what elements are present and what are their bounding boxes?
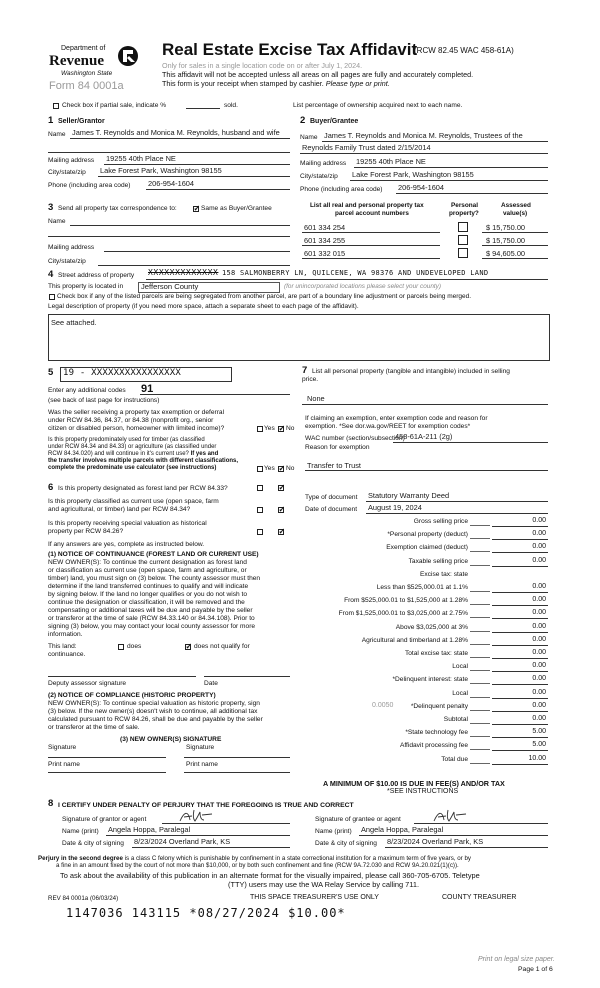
tax-row-label: *Delinquent penalty (410, 703, 468, 710)
if-yes-note: If any answers are yes, complete as instructed below. (48, 541, 205, 548)
certify-statement: I CERTIFY UNDER PENALTY OF PERJURY THAT THE FOREGOING IS TRUE AND CORRECT (58, 802, 354, 809)
tax-row-label: Local (452, 663, 468, 670)
perjury-line2: a fine in an amount fixed by the court of not more than $10,000, or by both such confinement and fine (RCW 9A.72.030 and RCW 9A.20.021(1)(c)). (56, 862, 459, 869)
owner-print-field-2[interactable] (184, 772, 290, 773)
parcels-header-list1: List all real and personal property tax (310, 202, 424, 209)
wac-number-field[interactable] (393, 442, 548, 443)
notice1-title: (1) NOTICE OF CONTINUANCE (FOREST LAND OR CURRENT USE) (48, 551, 259, 558)
personal-property-field[interactable] (302, 404, 548, 405)
land-does-not-checkbox[interactable] (185, 644, 191, 650)
personal-property-label-line: List all personal property (tangible and intangible) included in selling (312, 368, 510, 375)
tax-row-leader (470, 631, 490, 632)
seller-city-label: City/state/zip (48, 169, 86, 176)
tax-row-label: From $1,525,000.01 to $3,025,000 at 2.75% (338, 610, 468, 617)
notice2-line: or transferor at the time of sale. (48, 724, 140, 731)
assessed-value: $ 15,750.00 (486, 223, 526, 232)
deputy-signature-field[interactable] (48, 676, 196, 677)
assessed-value-field[interactable] (482, 232, 548, 233)
tax-row-value: 0.00 (532, 517, 546, 524)
tax-row-field[interactable] (492, 671, 548, 672)
doc-type-label: Type of document (305, 494, 358, 501)
exemption-question-line: Was the seller receiving a property tax exemption or deferral (48, 409, 225, 416)
tax-row-label: Affidavit processing fee (399, 742, 468, 749)
section8-number: 8 (48, 798, 54, 809)
property-section-number: 4 (48, 269, 54, 280)
seller-phone-field[interactable] (146, 189, 290, 190)
tax-row-leader (470, 723, 490, 724)
grantor-signature-label: Signature of grantor or agent (62, 816, 147, 823)
seller-name-line2[interactable] (48, 152, 290, 153)
additional-codes-field[interactable] (140, 394, 290, 395)
parcels-header-assessed2: value(s) (503, 210, 528, 217)
notice1-line: NEW OWNER(S): To continue the current designation as forest land (48, 559, 247, 566)
buyer-city-value: Lake Forest Park, Washington 98155 (352, 170, 474, 179)
seller-city-value: Lake Forest Park, Washington 98155 (100, 166, 222, 175)
buyer-mailing-label: Mailing address (300, 160, 347, 167)
form-rcw: (RCW 82.45 WAC 458-61A) (414, 46, 514, 55)
header-note-line3-text: This form is your receipt when stamped by cashier. (162, 79, 324, 88)
parcels-header-assessed1: Assessed (501, 202, 531, 209)
county-select-value: Jefferson County (141, 282, 199, 291)
partial-sale-percent-field[interactable] (186, 108, 220, 109)
exemption-claim-label-line: exemption. *See dor.wa.gov/REET for exemption codes* (305, 423, 471, 430)
dept-line3: Washington State (61, 70, 113, 77)
seller-section-number: 1 (48, 115, 54, 126)
grantee-date-label: Date & city of signing (315, 840, 377, 847)
doc-type-value: Statutory Warranty Deed (368, 491, 450, 500)
buyer-city-label: City/state/zip (300, 173, 338, 180)
county-note: (for unincorporated locations please select your county) (284, 283, 442, 290)
tax-row-leader (470, 710, 490, 711)
tax-row-field[interactable] (492, 737, 548, 738)
notice1-line: compensating or additional taxes will be due and payable by the seller (48, 607, 253, 614)
doc-date-field[interactable] (366, 513, 548, 514)
tax-row-value: 0.00 (532, 715, 546, 722)
this-land-label: This land: (48, 643, 77, 650)
availability-line2: (TTY) users may use the WA Relay Service by calling 711. (228, 880, 419, 889)
seller-mailing-field[interactable] (104, 164, 290, 165)
buyer-city-field[interactable] (350, 180, 548, 181)
grantee-signature-label: Signature of grantee or agent (315, 816, 401, 823)
tax-row-field[interactable] (492, 724, 548, 725)
seller-name-value: James T. Reynolds and Monica M. Reynolds, husband and wife (72, 128, 280, 137)
timber-question-line: under RCW 84.34 and 84.33) or agriculture (as classified under (48, 444, 217, 450)
timber-no-checkbox[interactable] (278, 466, 284, 472)
tax-row-label: Taxable selling price (408, 558, 468, 565)
tax-row-value: 0.00 (532, 662, 546, 669)
partial-sale-checkbox[interactable] (53, 103, 59, 109)
parcels-header-personal1: Personal (451, 202, 478, 209)
wac-number-value: 458-61A-211 (2g) (395, 432, 453, 441)
tax-row-label: *Personal property (deduct) (387, 531, 468, 538)
tax-row-value: 0.00 (532, 675, 546, 682)
form-title: Real Estate Excise Tax Affidavit (162, 40, 418, 59)
tax-row-leader (470, 617, 490, 618)
minimum-notice: A MINIMUM OF $10.00 IS DUE IN FEE(S) AND/OR TAX (323, 779, 505, 788)
tax-row-field[interactable] (492, 566, 548, 567)
notice3-title: (3) NEW OWNER(S) SIGNATURE (120, 736, 222, 743)
tax-row-label: *State technology fee (405, 729, 468, 736)
tax-row-leader (470, 670, 490, 671)
treasurer-use: THIS SPACE TREASURER'S USE ONLY (250, 894, 379, 901)
seller-phone-label: Phone (including area code) (48, 182, 131, 189)
buyer-section-number: 2 (300, 115, 306, 126)
owner-print-label-1: Print name (48, 761, 80, 768)
cashier-receipt: 1147036 143115 *08/27/2024 $10.00* (66, 906, 346, 920)
forest-question: Is this property designated as forest land per RCW 84.33? (58, 485, 228, 492)
tax-row-value: 0.00 (532, 702, 546, 709)
owner-signature-label-1: Signature (48, 744, 77, 751)
legal-description-field[interactable] (48, 314, 550, 361)
segregated-parcel-label: Check box if any of the listed parcels are being segregated from another parcel, are part of a boundary line adjustment or parcels being merged. (57, 293, 472, 300)
header-note-line3 (162, 80, 390, 88)
historic-yes-checkbox[interactable] (257, 529, 263, 535)
tax-row-value: 0.00 (532, 583, 546, 590)
correspondence-section-number: 3 (48, 202, 54, 213)
tax-row-field[interactable] (492, 552, 548, 553)
ownership-percent-note: List percentage of ownership acquired next to each name. (293, 102, 463, 109)
header-note-line2: This affidavit will not be accepted unless all areas on all pages are fully and accurately completed. (162, 70, 474, 79)
notice1-line: continue the designation or classification, it will be removed and the (48, 599, 245, 606)
street-address-field[interactable] (146, 279, 548, 280)
reason-label: Reason for exemption (305, 444, 370, 451)
tax-row-value: 5.00 (532, 741, 546, 748)
tax-row-leader (470, 657, 490, 658)
assessed-value: $ 15,750.00 (486, 236, 526, 245)
historic-no-checkbox[interactable] (278, 529, 284, 535)
personal-property-label-line: price. (302, 376, 319, 383)
tax-row-label: Excise tax: state (419, 571, 468, 578)
tax-row-leader (470, 525, 490, 526)
tax-row-field[interactable] (492, 592, 548, 593)
correspondence-name-line2[interactable] (48, 236, 290, 237)
dept-line1: Department of (61, 45, 106, 52)
seller-city-field[interactable] (98, 176, 290, 177)
timber-yes-label: Yes (264, 465, 275, 472)
exemption-question-line: under RCW 84.36, 84.37, or 84.38 (nonprofit org., senior (48, 417, 214, 424)
buyer-phone-value: 206-954-1604 (398, 183, 445, 192)
section6-number: 6 (48, 482, 54, 493)
tax-row-field[interactable] (492, 618, 548, 619)
tax-row-value: 0.00 (532, 557, 546, 564)
timber-question-line: Is this property predominately used for timber (as classified (48, 437, 205, 443)
buyer-name-line2[interactable] (300, 153, 548, 154)
legal-size-note: Print on legal size paper. (478, 956, 555, 963)
perjury-rest: is a class C felony which is punishable by confinement in a state correctional institution for a maximum term of five years, or by (124, 855, 471, 862)
notice1-line: information. (48, 631, 83, 638)
tax-row-leader (470, 763, 490, 764)
notice1-line: or transferor at the time of sale (RCW 84.33.140 or 84.34.108). Prior to (48, 615, 255, 622)
tax-row-field[interactable] (492, 539, 548, 540)
partial-sale-sold: sold. (224, 102, 238, 109)
timber-question-line: complete the predominate use calculator (see instructions) (48, 465, 217, 471)
buyer-name-value2: Reynolds Family Trust dated 2/15/2014 (302, 143, 431, 152)
notice2-line: calculated pursuant to RCW 84.26, shall be due and payable by the seller (48, 716, 263, 723)
tax-row-leader (470, 591, 490, 592)
notice1-line: timber) land, you must sign on (3) below. The county assessor must then (48, 575, 261, 582)
correspondence-mailing-label: Mailing address (48, 244, 95, 251)
tax-row-leader (470, 551, 490, 552)
buyer-name-label: Name (300, 134, 318, 141)
tax-row-label: Gross selling price (413, 518, 468, 525)
notice1-line: signing (3) below, you may contact your local county assessor for more (48, 623, 256, 630)
grantee-date-value: 8/23/2024 Overland Park, KS (387, 837, 484, 846)
exemption-no-label: No (286, 425, 295, 432)
correspondence-name-field[interactable] (70, 225, 290, 226)
assessed-value-field[interactable] (482, 258, 548, 259)
tax-row-field[interactable] (492, 605, 548, 606)
exemption-claim-label-line: If claiming an exemption, enter exemption code and reason for (305, 415, 488, 422)
grantor-date-field[interactable] (132, 847, 290, 848)
additional-codes-value: 91 (141, 383, 154, 395)
grantee-signature-image (432, 808, 472, 824)
correspondence-city-field[interactable] (98, 265, 290, 266)
parcels-header-list2: parcel account numbers (335, 210, 409, 217)
tax-row-value: 0.00 (532, 649, 546, 656)
tax-row-label: Agricultural and timberland at 1.28% (361, 637, 468, 644)
tax-row-leader (470, 749, 490, 750)
legal-description-label: Legal description of property (if you need more space, attach a separate sheet to each page of the affidavit). (48, 303, 359, 310)
street-address-value: 158 SALMONBERRY LN, QUILCENE, WA 98376 AND UNDEVELOPED LAND (222, 269, 489, 277)
owner-print-label-2: Print name (186, 761, 218, 768)
assessed-value: $ 94,605.00 (486, 249, 526, 258)
land-does-not-label: does not qualify for (194, 643, 250, 650)
exemption-yes-label: Yes (264, 425, 275, 432)
current-use-question-line: Is this property classified as current use (open space, farm (48, 498, 219, 505)
buyer-name-value1: James T. Reynolds and Monica M. Reynolds, Trustees of the (324, 131, 523, 140)
buyer-phone-label: Phone (including area code) (300, 186, 383, 193)
legal-description-value: See attached. (51, 318, 97, 327)
reason-value: Transfer to Trust (307, 461, 361, 470)
tax-row-value: 10.00 (528, 755, 546, 762)
dept-line2: Revenue (49, 53, 104, 69)
personal-property-checkbox[interactable] (458, 235, 468, 245)
doc-date-label: Date of document (305, 506, 358, 513)
tax-row-label: From $525,000.01 to $1,525,000 at 1.28% (344, 597, 468, 604)
tax-row-label: Local (452, 690, 468, 697)
tax-row-value: 0.00 (532, 609, 546, 616)
timber-no-label: No (286, 465, 295, 472)
personal-property-value: None (307, 394, 325, 403)
parcel-number: 601 334 254 (304, 223, 346, 232)
personal-property-checkbox[interactable] (458, 248, 468, 258)
current-use-yes-checkbox[interactable] (257, 507, 263, 513)
tax-row-value: 0.00 (532, 596, 546, 603)
personal-property-checkbox[interactable] (458, 222, 468, 232)
tax-row-leader (470, 604, 490, 605)
seller-heading: Seller/Grantor (58, 118, 105, 125)
tax-row-leader (470, 565, 490, 566)
tax-row-leader (470, 538, 490, 539)
tax-row-value: 0.00 (532, 623, 546, 630)
tax-row-label: Subtotal (443, 716, 468, 723)
section7-number: 7 (302, 365, 308, 376)
property-location-label: This property is located in (48, 283, 124, 290)
owner-signature-field-1[interactable] (48, 757, 166, 758)
exemption-no-checkbox[interactable] (278, 426, 284, 432)
header-note-grey: Only for sales in a single location code on or after July 1, 2024. (162, 61, 363, 70)
grantor-date-value: 8/23/2024 Overland Park, KS (134, 837, 231, 846)
back-note: (see back of last page for instructions) (48, 397, 160, 404)
tax-row-field[interactable] (492, 684, 548, 685)
grantor-name-field[interactable] (106, 835, 290, 836)
partial-sale-label: Check box if partial sale, indicate % (62, 102, 167, 109)
tax-row-value: 5.00 (532, 728, 546, 735)
perjury-bold: Perjury in the second degree (38, 855, 123, 862)
tax-row-value: 0.00 (532, 530, 546, 537)
seller-phone-value: 206-954-1604 (148, 179, 195, 188)
seller-name-field[interactable] (70, 138, 290, 139)
wac-number-label: WAC number (section/subsection) (305, 435, 405, 442)
tax-row-leader (470, 683, 490, 684)
tax-row-field[interactable] (492, 645, 548, 646)
buyer-mailing-value: 19255 40th Place NE (356, 157, 426, 166)
tax-row-label: Total excise tax: state (404, 650, 468, 657)
historic-question-line: Is this property receiving special valuation as historical (48, 520, 207, 527)
local-rate-value: 0.0050 (372, 702, 394, 709)
buyer-heading: Buyer/Grantee (310, 118, 359, 125)
forest-yes-checkbox[interactable] (257, 485, 263, 491)
grantor-signature-image (178, 808, 218, 824)
street-address-label: Street address of property (58, 272, 135, 279)
notice2-title: (2) NOTICE OF COMPLIANCE (HISTORIC PROPERTY) (48, 692, 216, 699)
correspondence-city-label: City/state/zip (48, 258, 86, 265)
tax-row-label: Exemption claimed (deduct) (386, 544, 468, 551)
availability-line1: To ask about the availability of this publication in an alternate format for the visually impaired, please call 360-705-6705. Teletype (60, 871, 480, 880)
parcel-number-field[interactable] (302, 245, 440, 246)
notice1-line: by signing below. If the land no longer qualifies or you do not wish to (48, 591, 248, 598)
grantor-name-value: Angela Hoppa, Paralegal (108, 825, 191, 834)
same-as-buyer-checkbox[interactable] (193, 206, 199, 212)
land-does-checkbox[interactable] (118, 644, 124, 650)
notice1-line: determine if the land transferred continues to qualify and will indicate (48, 583, 249, 590)
deputy-date-label: Date (204, 680, 218, 687)
tax-row-value: 0.00 (532, 543, 546, 550)
assessed-value-field[interactable] (482, 245, 548, 246)
grantor-date-label: Date & city of signing (62, 840, 124, 847)
county-treasurer: COUNTY TREASURER (442, 894, 517, 901)
land-does-label: does (127, 643, 142, 650)
tax-row-leader (470, 736, 490, 737)
tax-row-field[interactable] (492, 698, 548, 699)
grantee-name-field[interactable] (359, 835, 548, 836)
tax-row-field[interactable] (492, 632, 548, 633)
tax-row-field[interactable] (492, 526, 548, 527)
parcels-header-personal2: property? (449, 210, 479, 217)
reason-field[interactable] (305, 470, 548, 471)
grantee-name-value: Angela Hoppa, Paralegal (361, 825, 444, 834)
page-number: Page 1 of 6 (518, 966, 553, 973)
owner-signature-label-2: Signature (186, 744, 215, 751)
form-number: Form 84 0001a (49, 80, 124, 92)
tax-row-label: Total due (441, 756, 468, 763)
exemption-question-line: citizen or disabled person, homeowner with limited income)? (48, 425, 225, 432)
same-as-buyer-label: Same as Buyer/Grantee (201, 205, 272, 212)
tax-row-field[interactable] (492, 711, 548, 712)
seller-name-label: Name (48, 131, 66, 138)
notice2-line: NEW OWNER(S): To continue special valuation as historic property, sign (48, 700, 260, 707)
seller-mailing-label: Mailing address (48, 157, 95, 164)
buyer-name-field[interactable] (322, 141, 548, 142)
section5-code-value: 19 - XXXXXXXXXXXXXXXX (63, 368, 181, 378)
tax-row-field[interactable] (492, 764, 548, 765)
tax-row-label: *Delinquent interest: state (392, 676, 468, 683)
tax-row-label: Above $3,025,000 at 3% (395, 624, 468, 631)
owner-signature-field-2[interactable] (184, 757, 290, 758)
header-note-line3-italic: Please type or print. (325, 79, 390, 88)
owner-print-field-1[interactable] (48, 772, 166, 773)
notice2-line: (3) below. If the new owner(s) doesn't wish to continue, all additional tax (48, 708, 258, 715)
tax-row-leader (470, 697, 490, 698)
parcel-number: 601 334 255 (304, 236, 346, 245)
grantee-date-field[interactable] (385, 847, 548, 848)
current-use-question-line: and agricultural, or timber) land per RCW 84.34? (48, 506, 191, 513)
rev-code: REV 84 0001a (06/03/24) (48, 895, 119, 902)
dor-logo (45, 44, 155, 96)
continuance-label: continuance. (48, 651, 86, 658)
timber-question-line: the transfer involves multiple parcels with different classifications, (48, 458, 239, 464)
historic-question-line: property per RCW 84.26? (48, 528, 124, 535)
doc-type-field[interactable] (366, 501, 548, 502)
deputy-signature-label: Deputy assessor signature (48, 680, 127, 687)
tax-row-field[interactable] (492, 658, 548, 659)
timber-yes-checkbox[interactable] (257, 466, 263, 472)
tax-row-label: Less than $525,000.01 at 1.1% (376, 584, 468, 591)
buyer-phone-field[interactable] (396, 193, 548, 194)
correspondence-name-label: Name (48, 218, 66, 225)
timber-question-text: RCW 84.34.020) and will continue in it's current use? (48, 451, 189, 457)
grantee-name-label: Name (print) (315, 828, 352, 835)
parcel-number-field[interactable] (302, 258, 440, 259)
doc-date-value: August 19, 2024 (368, 503, 422, 512)
parcel-number: 601 332 015 (304, 249, 346, 258)
dor-logo-icon (115, 44, 141, 68)
timber-question-bold: If yes and (190, 451, 219, 457)
parcel-number-field[interactable] (302, 232, 440, 233)
tax-row-leader (470, 644, 490, 645)
correspondence-label: Send all property tax correspondence to: (58, 205, 177, 212)
deputy-date-field[interactable] (204, 676, 290, 677)
see-instructions: *SEE INSTRUCTIONS (387, 788, 459, 795)
current-use-no-checkbox[interactable] (278, 507, 284, 513)
seller-mailing-value: 19255 40th Place NE (106, 154, 176, 163)
forest-no-checkbox[interactable] (278, 485, 284, 491)
segregated-parcel-checkbox[interactable] (49, 294, 55, 300)
grantor-name-label: Name (print) (62, 828, 99, 835)
tax-row-field[interactable] (492, 750, 548, 751)
buyer-mailing-field[interactable] (354, 167, 548, 168)
tax-row-value: 0.00 (532, 636, 546, 643)
section5-number: 5 (48, 367, 54, 378)
street-address-struck: XXXXXXXXXXXXX (148, 268, 219, 277)
additional-codes-label: Enter any additional codes (48, 387, 126, 394)
notice1-line: or classification as current use (open space, farm and agriculture, or (48, 567, 247, 574)
tax-row-value: 0.00 (532, 689, 546, 696)
correspondence-mailing-field[interactable] (104, 251, 290, 252)
exemption-yes-checkbox[interactable] (257, 426, 263, 432)
